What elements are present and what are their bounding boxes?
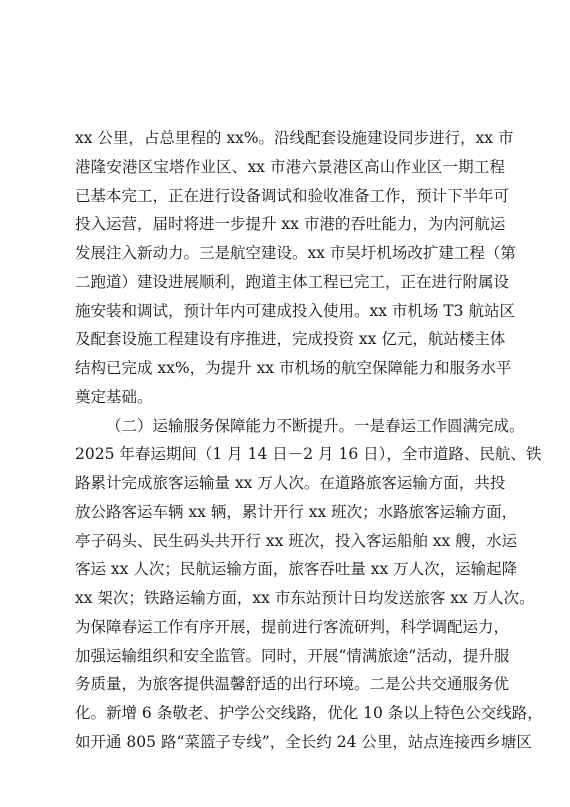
- text-line: 已基本完工，正在进行设备调试和验收准备工作，预计下半年可: [75, 186, 510, 205]
- text-line: 投入运营，届时将进一步提升 xx 市港的吞吐能力，为内河航运: [75, 215, 506, 234]
- text-line: 施安装和调试，预计年内可建成投入使用。xx 市机场 T3 航站区: [75, 301, 515, 320]
- text-line: 路累计完成旅客运输量 xx 万人次。在道路旅客运输方面，共投: [75, 474, 506, 492]
- text-line: 发展注入新动力。三是航空建设。xx 市吴圩机场改扩建工程（第: [75, 244, 516, 262]
- text-line: 如开通 805 路“菜篮子专线”，全长约 24 公里，站点连接西乡塘区: [75, 732, 532, 751]
- document-body: [75, 124, 543, 757]
- text-line: 2025 年春运期间（1 月 14 日－2 月 16 日），全市道路、民航、铁: [75, 445, 542, 464]
- text-line: 亭子码头、民生码头共开行 xx 班次，投入客运船舶 xx 艘，水运: [75, 531, 518, 550]
- text-line: 二跑道）建设进展顺利，跑道主体工程已完工，正在进行附属设: [75, 272, 510, 291]
- text-line: 港隆安港区宝塔作业区、xx 市港六景港区高山作业区一期工程: [75, 157, 505, 176]
- text-line: 加强运输组织和安全监管。同时，开展“情满旅途”活动，提升服: [75, 646, 510, 665]
- text-line: 化。新增 6 条敬老、护学公交线路，优化 10 条以上特色公交线路，: [75, 704, 543, 722]
- text-line: xx 架次；铁路运输方面，xx 市东站预计日均发送旅客 xx 万人次。: [75, 589, 535, 607]
- paragraph-road-water-air-construction: [75, 124, 516, 412]
- text-line: 放公路客运车辆 xx 辆，累计开行 xx 班次；水路旅客运输方面，: [75, 502, 518, 521]
- text-line: xx 公里，占总里程的 xx%。沿线配套设施建设同步进行，xx 市: [75, 129, 514, 147]
- text-line: 奠定基础。: [75, 387, 153, 406]
- text-line: 客运 xx 人次；民航运输方面，旅客吞吐量 xx 万人次，运输起降: [75, 560, 518, 579]
- text-line: 务质量，为旅客提供温馨舒适的出行环境。二是公共交通服务优: [75, 675, 510, 694]
- text-line: （二）运输服务保障能力不断提升。一是春运工作圆满完成。: [106, 416, 525, 435]
- paragraph-transport-service: [75, 412, 543, 757]
- text-line: 为保障春运工作有序开展，提前进行客流研判，科学调配运力，: [75, 617, 510, 636]
- text-line: 结构已完成 xx%，为提升 xx 市机场的航空保障能力和服务水平: [75, 359, 512, 377]
- text-line: 及配套设施工程建设有序推进，完成投资 xx 亿元，航站楼主体: [75, 330, 506, 349]
